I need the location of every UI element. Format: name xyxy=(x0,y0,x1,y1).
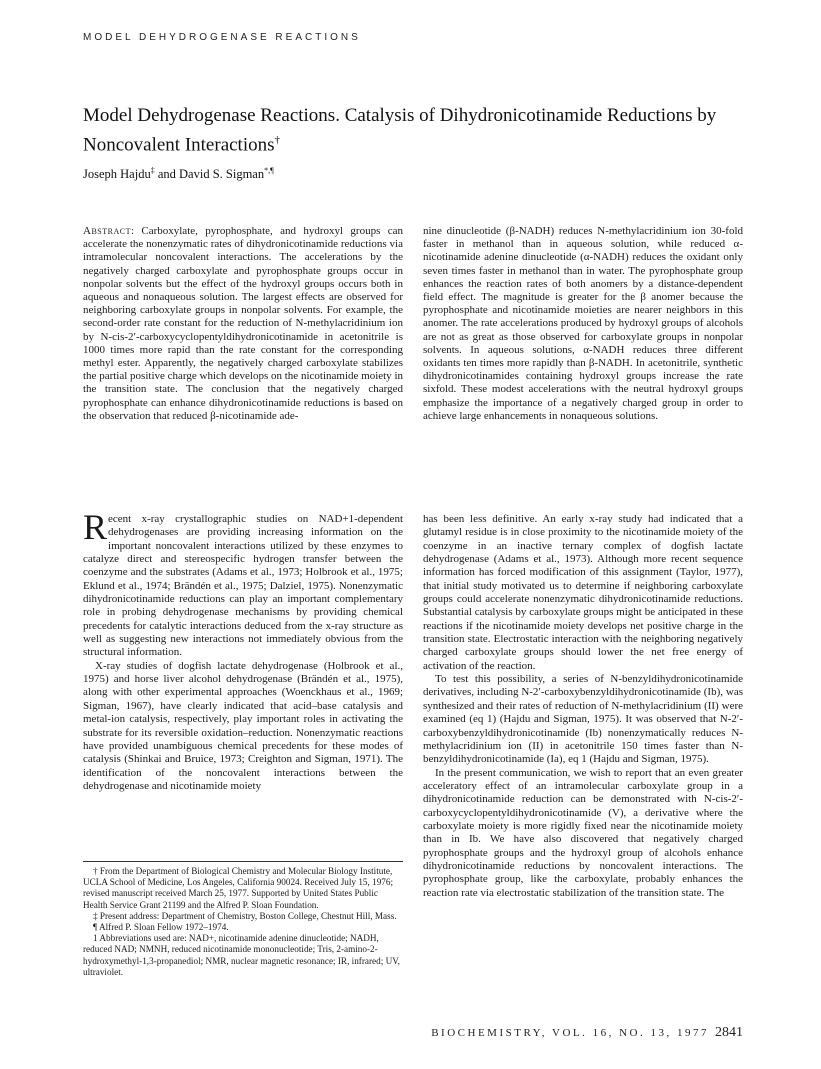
abstract-text-left: : Carboxylate, pyrophosphate, and hydroxyl groups can accelerate the nonenzymatic rates of dihydronicotinamide reductions via intramolecular noncovalent interactions. The accelerations by the negatively charged carboxylate and pyrophosphate groups occur in nonpolar solvents but the effect of the hydroxyl groups occurs both in aqueous and nonaqueous solution. The largest effects are observed for neighboring carboxylate groups in nonpolar solvents. For example, the second-order rate constant for the reduction of N-methylacridinium ion by N-cis-2′-carboxycyclopentyldihydronicotinamide in acetonitrile is 1000 times more rapid than the rate constant for the corresponding methyl ester. Apparently, the negatively charged carboxylate stabilizes the partial positive charge which develops on the nicotinamide moiety in the transition state. The conclusion that the negatively charged pyrophosphate can enhance dihydronicotinamide reductions is based on the observation that reduced β-nicotinamide ade- xyxy=(83,225,403,422)
article-title xyxy=(83,104,743,157)
journal-citation: BIOCHEMISTRY, VOL. 16, NO. 13, 1977 xyxy=(431,1027,709,1039)
abstract-right-column xyxy=(423,225,743,423)
abstract-label: Abstract xyxy=(83,225,131,237)
footnote-item: † From the Department of Biological Chemistry and Molecular Biology Institute, UCLA School of Medicine, Los Angeles, California 90024. Received July 15, 1976; revised manuscript received March 25, 1977. Supported by United States Public Health Service Grant 21199 and the Alfred P. Sloan Foundation. xyxy=(83,866,394,910)
footnote-divider xyxy=(83,861,403,862)
footnote-item: ‡ Present address: Department of Chemistry, Boston College, Chestnut Hill, Mass. xyxy=(93,910,397,921)
body-left-p1: ecent x-ray crystallographic studies on NAD+1-dependent dehydrogenases are providing increasing information on the important noncovalent interactions utilized by these enzymes to catalyze direct and stereospecific hydrogen transfer between the coenzyme and the substrates (Adams et al., 1973; Holbrook et al., 1975; Eklund et al., 1974; Brändén et al., 1975; Dalziel, 1975). Nonenzymatic dihydronicotinamide reductions can play an important complementary role in probing dehydrogenase mechanisms by providing chemical precedents for catalytic interactions deduced from the x-ray structure as well as suggesting new interactions not immediately obvious from the structural information. xyxy=(83,513,403,659)
author-line xyxy=(83,166,274,182)
author-2: David S. Sigman xyxy=(179,167,265,182)
footnote-item: 1 Abbreviations used are: NAD+, nicotinamide adenine dinucleotide; NADH, reduced NAD; NMNH, reduced nicotinamide mononucleotide; Tris, 2-amino-2-hydroxymethyl-1,3-propanediol; NMR, nuclear magnetic resonance; IR, infrared; UV, ultraviolet. xyxy=(83,933,400,977)
body-right-p2: To test this possibility, a series of N-benzyldihydronicotinamide derivatives, including N-2′-carboxybenzyldihydronicotinamide (Ib), was synthesized and their rates of reduction of N-methylacridinium (II) were examined (eq 1) (Hajdu and Sigman, 1975). It was observed that N-2′-carboxybenzyldihydronicotinamide (Ib) nonenzymatically reduces N-methylacridinium ion (II) in acetonitrile 150 times faster than N-benzyldihydronicotinamide (Ia), eq 1 (Hajdu and Sigman, 1975). xyxy=(423,673,743,766)
author-1: Joseph Hajdu xyxy=(83,167,151,182)
drop-cap: R xyxy=(83,507,108,547)
page-footer xyxy=(431,1025,743,1041)
footnote-item: ¶ Alfred P. Sloan Fellow 1972–1974. xyxy=(93,922,229,933)
body-paragraph xyxy=(83,507,403,660)
body-right-column xyxy=(423,513,743,900)
abstract-left-column xyxy=(83,225,403,423)
author-conjunction: and xyxy=(154,167,180,182)
author-2-mark: *,¶ xyxy=(264,166,274,175)
running-head: MODEL DEHYDROGENASE REACTIONS xyxy=(83,32,361,43)
body-left-column xyxy=(83,507,403,793)
body-right-p3: In the present communication, we wish to report that an even greater acceleratory effect of an intramolecular carboxylate group in a dihydronicotinamide reduction can be demonstrated with N-cis-2′-carboxycyclopentyldihydronicotinamide (V), a derivative where the carboxylate moiety is more rigidly fixed near the nicotinamide moiety than in Ib. We have also discovered that negatively charged pyrophosphate groups and the hydroxyl group of alcohols enhance dihydronicotinamide reductions by noncovalent interactions. The pyrophosphate group, like the carboxylate, probably enhances the reaction rate via electrostatic stabilization of the transition state. The xyxy=(423,766,743,899)
abstract-text-right: nine dinucleotide (β-NADH) reduces N-methylacridinium ion 30-fold faster in methanol than in aqueous solution, while reduced α-nicotinamide adenine dinucleotide (α-NADH) reduces the oxidant only seven times faster in methanol than in water. The pyrophosphate group enhances the reaction rates of both anomers by a distance-dependent field effect. The magnitude is greater for the β anomer because the pyrophosphate and nicotinamide moieties are nearer neighbors in this anomer. The rate accelerations produced by hydroxyl groups of alcohols are not as great as those observed for carboxylate groups in nonpolar solvents. In aqueous solutions, α-NADH reduces three different oxidants ten times more rapidly than β-NADH. In acetonitrile, synthetic dihydronicotinamides containing hydroxyl groups increase the rate sixfold. These modest accelerations with the neutral hydroxyl groups emphasize the importance of a negatively charged group in order to achieve large enhancements in nonaqueous solutions. xyxy=(423,225,743,422)
title-footnote-mark: † xyxy=(274,134,281,146)
footnotes xyxy=(83,866,403,978)
body-right-p1: has been less definitive. An early x-ray study had indicated that a glutamyl residue is in close proximity to the nicotinamide moiety of the coenzyme in an inactive ternary complex of dogfish lactate dehydrogenase (Adams et al., 1973). Although more recent sequence information has forced modification of this assignment (Taylor, 1977), that initial study motivated us to determine if neighboring carboxylate groups could accelerate nonenzymatic dihydronicotinamide reductions. Substantial catalysis by carboxylate groups might be anticipated in these reactions if the nicotinamide moiety develops net positive charge in the transition state. Electrostatic interaction with the neighboring negatively charged carboxylate groups should lower the net free energy of activation of the reaction. xyxy=(423,513,743,672)
body-left-p2: X-ray studies of dogfish lactate dehydrogenase (Holbrook et al., 1975) and horse liver alcohol dehydrogenase (Brändén et al., 1975), along with other experimental approaches (Woenckhaus et al., 1969; Sigman, 1967), have clearly indicated that acid–base catalysis and metal-ion catalysis, respectively, play important roles in activating the substrate for its reversible oxidation–reduction. Nonenzymatic reactions have provided unambiguous chemical precedents for these modes of catalysis (Shinkai and Bruice, 1973; Creighton and Sigman, 1971). The identification of the noncovalent interactions between the dehydrogenase and nicotinamide moiety xyxy=(83,659,403,792)
page-number: 2841 xyxy=(715,1025,743,1040)
title-text: Model Dehydrogenase Reactions. Catalysis of Dihydronicotinamide Reductions by Noncovalent Interactions xyxy=(83,105,717,156)
author-1-mark: ‡ xyxy=(150,166,155,175)
